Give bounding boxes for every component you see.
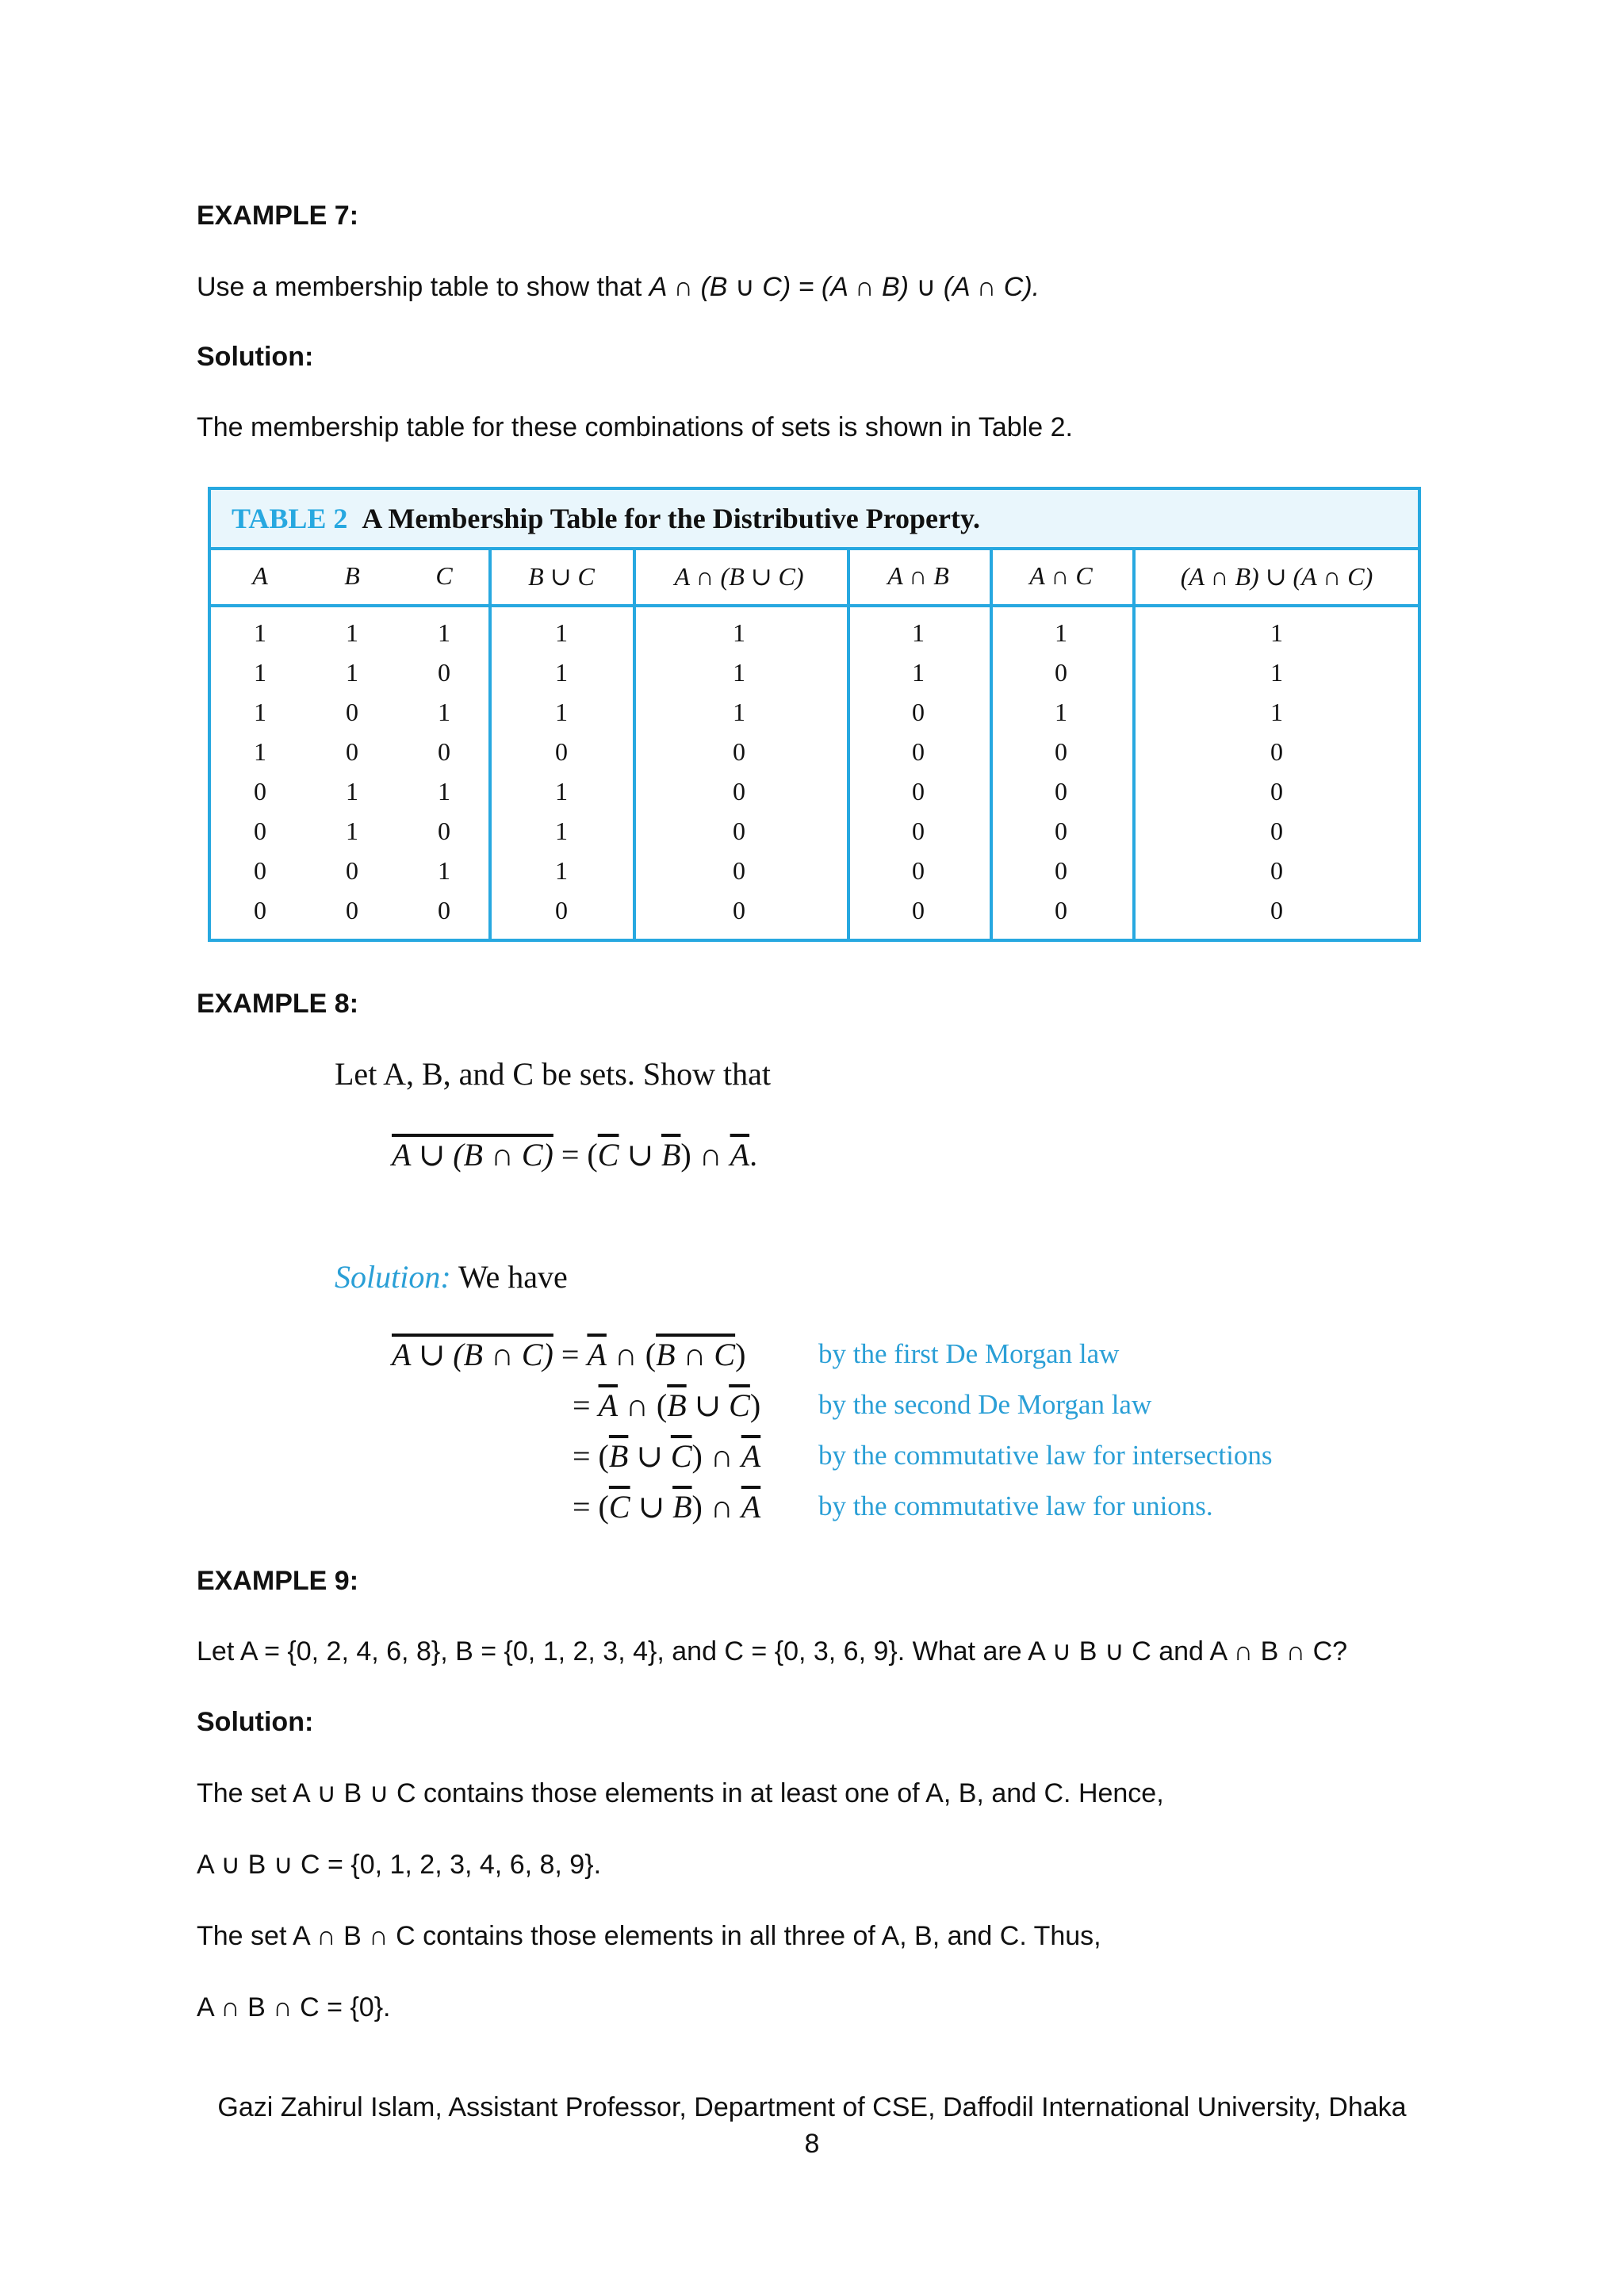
table-header-cell: B (344, 561, 360, 590)
table-cell: 0 (1055, 896, 1067, 924)
table-cell: 0 (733, 817, 745, 845)
table-header-cell: (A ∩ B) ∪ (A ∩ C) (1180, 562, 1373, 591)
table-cell: 0 (254, 896, 266, 924)
table-header-cell: A ∩ C (1029, 561, 1093, 590)
table-cell: 0 (912, 817, 925, 845)
goal-lhs: A ∪ (B ∩ C) (392, 1137, 553, 1173)
table-cell: 0 (254, 817, 266, 845)
table-title: A Membership Table for the Distributive Property. (362, 503, 981, 534)
table-cell: 0 (912, 737, 925, 766)
table-cell: 0 (912, 777, 925, 806)
table-column-divider (1132, 550, 1136, 939)
table-cell: 0 (438, 896, 450, 924)
table-cell: 1 (254, 618, 266, 647)
table-cell: 1 (346, 658, 358, 687)
table-cell: 1 (555, 777, 568, 806)
table-cell: 0 (438, 658, 450, 687)
reason-step-3: by the commutative law for intersections (818, 1440, 1273, 1471)
table-cell: 0 (1055, 817, 1067, 845)
derivation-step-2: = $\overline{A}$ ∩ ($\overline{B}$ ∪ $\overline{C}$) (573, 1387, 761, 1423)
example8-solution-label: Solution: (335, 1259, 451, 1295)
table-cell: 0 (733, 777, 745, 806)
table-cell: 1 (555, 817, 568, 845)
table-cell: 0 (555, 737, 568, 766)
table-cell: 0 (1055, 856, 1067, 885)
table-cell: 1 (1270, 658, 1283, 687)
example8-goal: A ∪ (B ∩ $C) = (\overline{C}$ ∪ $\overline{B}$) ∩ $\overline{A}$. (392, 1137, 758, 1173)
reason-step-2: by the second De Morgan law (818, 1389, 1152, 1420)
example7-solution-label: Solution: (197, 342, 314, 372)
membership-table (208, 487, 1421, 942)
table-cell: 0 (733, 737, 745, 766)
footer-author: Gazi Zahirul Islam, Assistant Professor, Department of CSE, Daffodil International University, Dhaka (217, 2092, 1407, 2122)
example7-prompt-formula: A ∩ (B ∪ C) = (A ∩ B) ∪ (A ∩ C). (649, 272, 1040, 302)
table-cell: 0 (438, 817, 450, 845)
derivation-step-1: A ∪ (B ∩ $C) = \overline{A}$ ∩ (B ∩ C) (392, 1337, 746, 1372)
reason-step-1: by the first De Morgan law (818, 1338, 1120, 1369)
derivation-step-4: = ($\overline{C}$ ∪ $\overline{B}$) ∩ $\overline{A}$ (573, 1489, 761, 1525)
table-cell: 0 (1270, 856, 1283, 885)
table-cell: 1 (733, 618, 745, 647)
page-number: 8 (804, 2129, 820, 2159)
table-cell: 1 (733, 698, 745, 726)
example9-question: Let A = {0, 2, 4, 6, 8}, B = {0, 1, 2, 3, 4}, and C = {0, 3, 6, 9}. What are A ∪ B ∪ C and A ∩ B ∩ C? (197, 1636, 1348, 1667)
example9-line2: A ∪ B ∪ C = {0, 1, 2, 3, 4, 6, 8, 9}. (197, 1850, 602, 1880)
example9-heading: EXAMPLE 9: (197, 1566, 359, 1596)
example7-heading: EXAMPLE 7: (197, 201, 359, 231)
table-label: TABLE 2 (232, 503, 348, 534)
derivation-step-3: = ($\overline{B}$ ∪ $\overline{C}$) ∩ $\overline{A}$ (573, 1438, 761, 1474)
table-cell: 1 (555, 658, 568, 687)
table-cell: 1 (555, 618, 568, 647)
table-cell: 1 (346, 777, 358, 806)
table-cell: 0 (912, 856, 925, 885)
example8-solution (335, 1257, 568, 1297)
table-cell: 0 (1270, 777, 1283, 806)
example9-line4: A ∩ B ∩ C = {0}. (197, 1992, 391, 2022)
table-header-cell: A ∩ (B ∪ C) (674, 562, 804, 591)
table-column-divider (633, 550, 636, 939)
table-cell: 1 (912, 658, 925, 687)
table-cell: 0 (254, 777, 266, 806)
table-cell: 0 (555, 896, 568, 924)
table-cell: 0 (346, 737, 358, 766)
table-cell: 0 (912, 698, 925, 726)
table-cell: 1 (346, 618, 358, 647)
table-cell: 0 (346, 856, 358, 885)
table-cell: 0 (733, 856, 745, 885)
example8-solution-text: We have (458, 1259, 568, 1295)
example9-solution-label: Solution: (197, 1707, 314, 1737)
table-cell: 0 (733, 896, 745, 924)
table-cell: 0 (438, 737, 450, 766)
table-header-row (211, 550, 1418, 607)
example9-line1: The set A ∪ B ∪ C contains those elements in at least one of A, B, and C. Hence, (197, 1778, 1164, 1808)
table-column-divider (488, 550, 492, 939)
table-cell: 1 (438, 856, 450, 885)
table-cell: 0 (1270, 896, 1283, 924)
table-cell: 0 (1270, 817, 1283, 845)
table-cell: 0 (346, 698, 358, 726)
table-cell: 1 (555, 698, 568, 726)
table-cell: 1 (912, 618, 925, 647)
table-cell: 1 (346, 817, 358, 845)
table-cell: 0 (1055, 777, 1067, 806)
table-cell: 1 (1270, 698, 1283, 726)
table-caption (211, 490, 1418, 550)
example9-line3: The set A ∩ B ∩ C contains those elements in all three of A, B, and C. Thus, (197, 1921, 1101, 1951)
table-header-cell: A ∩ B (887, 561, 949, 590)
table-cell: 0 (346, 896, 358, 924)
table-cell: 0 (1270, 737, 1283, 766)
table-cell: 1 (254, 737, 266, 766)
table-header-cell: B ∪ C (528, 562, 595, 591)
example8-statement: Let A, B, and C be sets. Show that (335, 1056, 771, 1092)
table-cell: 1 (1270, 618, 1283, 647)
table-cell: 1 (555, 856, 568, 885)
table-body (211, 607, 1418, 936)
table-cell: 0 (1055, 658, 1067, 687)
table-cell: 1 (254, 658, 266, 687)
reason-step-4: by the commutative law for unions. (818, 1490, 1213, 1521)
table-cell: 0 (912, 896, 925, 924)
example7-solution-text: The membership table for these combinations of sets is shown in Table 2. (197, 412, 1073, 442)
table-cell: 1 (733, 658, 745, 687)
table-cell: 1 (254, 698, 266, 726)
table-cell: 1 (438, 698, 450, 726)
table-header-cell: C (435, 561, 453, 590)
table-column-divider (990, 550, 993, 939)
example7-prompt-text: Use a membership table to show that (197, 272, 649, 302)
example8-heading: EXAMPLE 8: (197, 989, 359, 1019)
table-cell: 1 (438, 618, 450, 647)
table-header-cell: A (252, 561, 268, 590)
table-cell: 1 (1055, 698, 1067, 726)
table-column-divider (847, 550, 850, 939)
table-cell: 1 (438, 777, 450, 806)
table-cell: 1 (1055, 618, 1067, 647)
table-cell: 0 (254, 856, 266, 885)
example7-prompt (197, 270, 1040, 304)
table-cell: 0 (1055, 737, 1067, 766)
